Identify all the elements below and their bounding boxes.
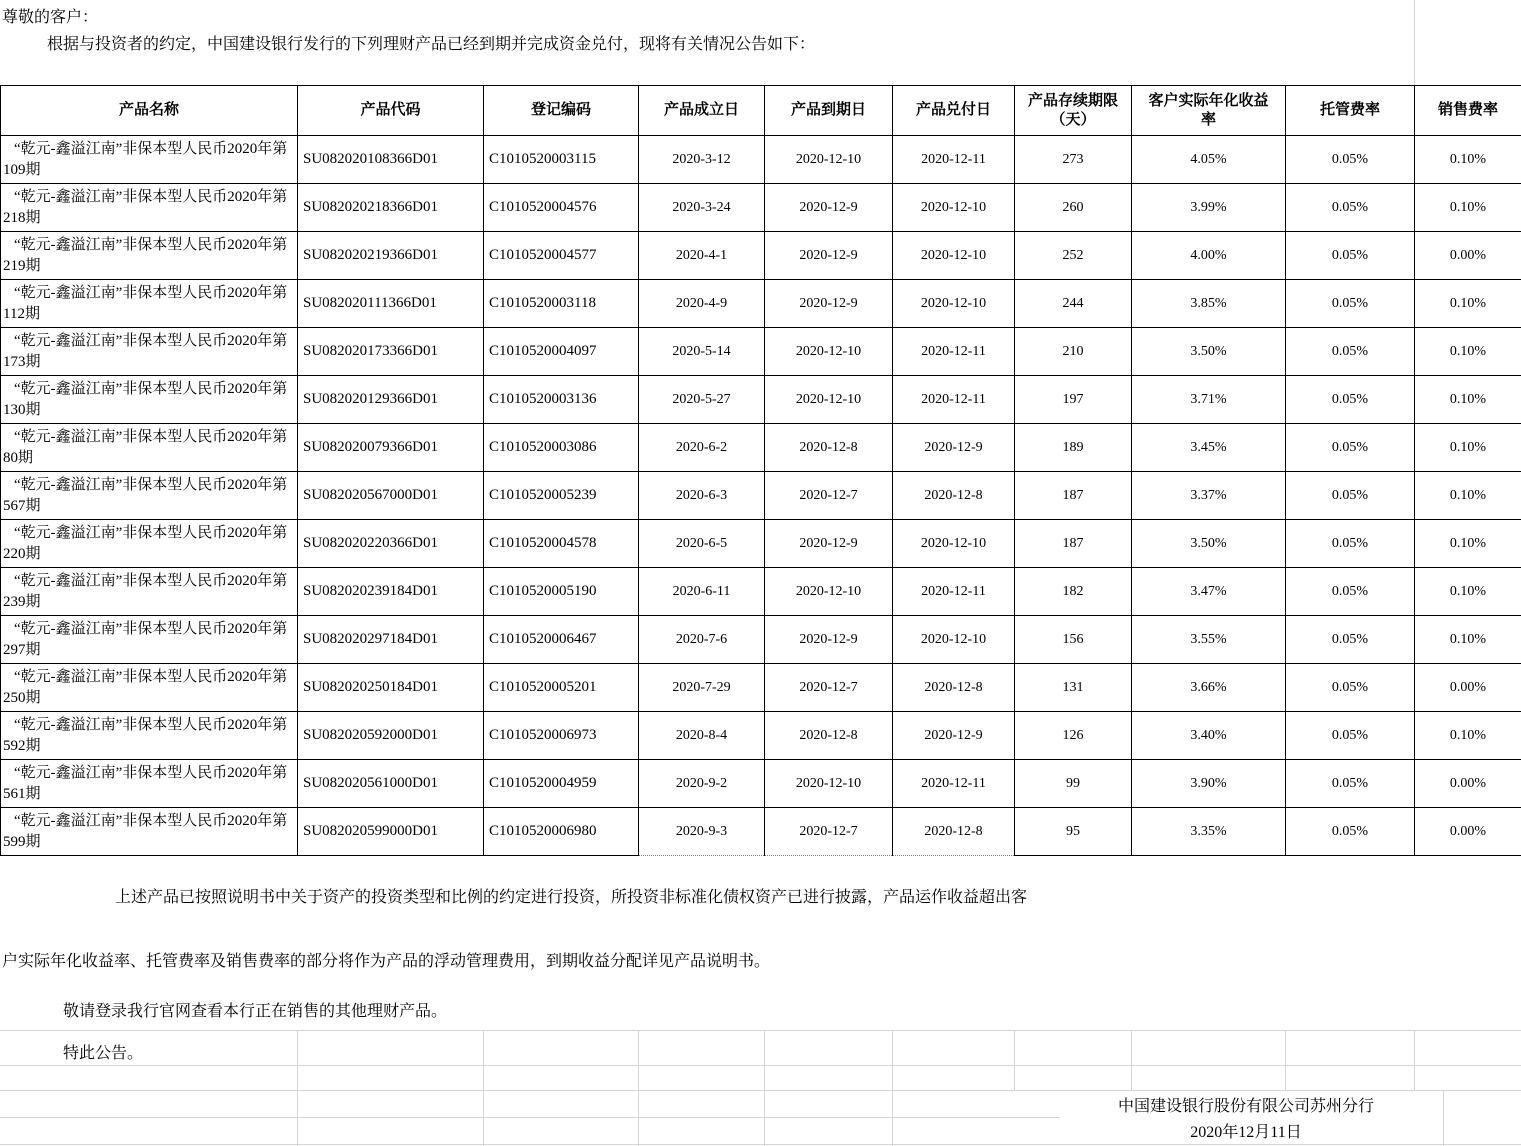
cell-payment-date: 2020-12-11 <box>893 760 1015 808</box>
header-sales-fee-rate: 销售费率 <box>1415 86 1521 136</box>
cell-actual-annualized-yield: 3.66% <box>1132 664 1286 712</box>
cell-registration-code: C1010520003086 <box>484 424 639 472</box>
cell-maturity-date: 2020-12-10 <box>765 760 893 808</box>
cell-registration-code: C1010520004578 <box>484 520 639 568</box>
cell-maturity-date: 2020-12-9 <box>765 232 893 280</box>
cell-sales-fee-rate: 0.10% <box>1415 616 1521 664</box>
cell-sales-fee-rate: 0.10% <box>1415 472 1521 520</box>
cell-duration-days: 244 <box>1015 280 1132 328</box>
cell-payment-date: 2020-12-8 <box>893 664 1015 712</box>
cell-registration-code: C1010520005239 <box>484 472 639 520</box>
cell-sales-fee-rate: 0.00% <box>1415 760 1521 808</box>
cell-value-date: 2020-9-3 <box>639 808 765 856</box>
cell-duration-days: 197 <box>1015 376 1132 424</box>
cell-product-code: SU082020218366D01 <box>298 184 484 232</box>
table-row <box>1 184 1521 232</box>
cell-custody-fee-rate: 0.05% <box>1286 520 1415 568</box>
header-value-date: 产品成立日 <box>639 86 765 136</box>
investment-note-line1: 上述产品已按照说明书中关于资产的投资类型和比例的约定进行投资，所投资非标准化债权资产已进行披露，产品运作收益超出客 <box>115 889 1028 906</box>
cell-value-date: 2020-3-24 <box>639 184 765 232</box>
cell-product-name: “乾元-鑫溢江南”非保本型人民币2020年第173期 <box>1 328 298 376</box>
cell-product-name: “乾元-鑫溢江南”非保本型人民币2020年第250期 <box>1 664 298 712</box>
cell-product-name: “乾元-鑫溢江南”非保本型人民币2020年第220期 <box>1 520 298 568</box>
cell-maturity-date: 2020-12-8 <box>765 712 893 760</box>
cell-actual-annualized-yield: 3.85% <box>1132 280 1286 328</box>
cell-actual-annualized-yield: 3.90% <box>1132 760 1286 808</box>
cell-product-code: SU082020239184D01 <box>298 568 484 616</box>
cell-value-date: 2020-3-12 <box>639 136 765 184</box>
cell-product-code: SU082020297184D01 <box>298 616 484 664</box>
cell-registration-code: C1010520006980 <box>484 808 639 856</box>
cell-duration-days: 187 <box>1015 520 1132 568</box>
table-header-row <box>1 86 1521 136</box>
cell-product-code: SU082020129366D01 <box>298 376 484 424</box>
grid-line-horizontal <box>0 1144 1521 1145</box>
cell-product-name: “乾元-鑫溢江南”非保本型人民币2020年第112期 <box>1 280 298 328</box>
table-row <box>1 472 1521 520</box>
header-registration-code: 登记编码 <box>484 86 639 136</box>
cell-maturity-date: 2020-12-9 <box>765 520 893 568</box>
table-row <box>1 520 1521 568</box>
cell-product-name: “乾元-鑫溢江南”非保本型人民币2020年第297期 <box>1 616 298 664</box>
cell-maturity-date: 2020-12-7 <box>765 808 893 856</box>
cell-maturity-date: 2020-12-9 <box>765 616 893 664</box>
investment-note-line2: 户实际年化收益率、托管费率及销售费率的部分将作为产品的浮动管理费用，到期收益分配详见产品说明书。 <box>2 953 771 970</box>
cell-payment-date: 2020-12-11 <box>893 328 1015 376</box>
cell-duration-days: 131 <box>1015 664 1132 712</box>
table-row <box>1 280 1521 328</box>
cell-registration-code: C1010520003115 <box>484 136 639 184</box>
cell-duration-days: 252 <box>1015 232 1132 280</box>
cell-value-date: 2020-7-29 <box>639 664 765 712</box>
cell-value-date: 2020-4-9 <box>639 280 765 328</box>
cell-product-code: SU082020599000D01 <box>298 808 484 856</box>
cell-duration-days: 260 <box>1015 184 1132 232</box>
cell-actual-annualized-yield: 3.99% <box>1132 184 1286 232</box>
products-table <box>0 85 1521 856</box>
cell-maturity-date: 2020-12-7 <box>765 472 893 520</box>
cell-payment-date: 2020-12-10 <box>893 520 1015 568</box>
cell-custody-fee-rate: 0.05% <box>1286 424 1415 472</box>
table-row <box>1 760 1521 808</box>
cell-custody-fee-rate: 0.05% <box>1286 616 1415 664</box>
table-row <box>1 808 1521 856</box>
cell-custody-fee-rate: 0.05% <box>1286 664 1415 712</box>
cell-duration-days: 210 <box>1015 328 1132 376</box>
cell-payment-date: 2020-12-9 <box>893 712 1015 760</box>
cell-sales-fee-rate: 0.10% <box>1415 136 1521 184</box>
cell-registration-code: C1010520003118 <box>484 280 639 328</box>
cell-maturity-date: 2020-12-8 <box>765 424 893 472</box>
cell-product-code: SU082020219366D01 <box>298 232 484 280</box>
header-custody-fee-rate: 托管费率 <box>1286 86 1415 136</box>
grid-line-vertical <box>1443 1090 1444 1146</box>
website-note: 敬请登录我行官网查看本行正在销售的其他理财产品。 <box>63 1003 448 1020</box>
cell-registration-code: C1010520004959 <box>484 760 639 808</box>
cell-product-code: SU082020250184D01 <box>298 664 484 712</box>
cell-sales-fee-rate: 0.10% <box>1415 712 1521 760</box>
cell-payment-date: 2020-12-9 <box>893 424 1015 472</box>
header-duration-days: 产品存续期限（天） <box>1015 86 1132 136</box>
cell-product-code: SU082020111366D01 <box>298 280 484 328</box>
grid-line-vertical <box>1131 1030 1132 1090</box>
grid-line-vertical <box>638 1030 639 1146</box>
cell-actual-annualized-yield: 3.71% <box>1132 376 1286 424</box>
intro-text: 根据与投资者的约定，中国建设银行发行的下列理财产品已经到期并完成资金兑付，现将有关情况公告如下： <box>47 36 816 53</box>
header-maturity-date: 产品到期日 <box>765 86 893 136</box>
cell-registration-code: C1010520003136 <box>484 376 639 424</box>
grid-line-horizontal <box>0 1030 1521 1031</box>
cell-product-name: “乾元-鑫溢江南”非保本型人民币2020年第80期 <box>1 424 298 472</box>
grid-line-vertical <box>1285 1030 1286 1090</box>
cell-actual-annualized-yield: 3.50% <box>1132 520 1286 568</box>
cell-payment-date: 2020-12-10 <box>893 280 1015 328</box>
cell-duration-days: 156 <box>1015 616 1132 664</box>
cell-duration-days: 99 <box>1015 760 1132 808</box>
cell-product-name: “乾元-鑫溢江南”非保本型人民币2020年第219期 <box>1 232 298 280</box>
cell-duration-days: 182 <box>1015 568 1132 616</box>
cell-value-date: 2020-5-27 <box>639 376 765 424</box>
cell-registration-code: C1010520004576 <box>484 184 639 232</box>
cell-custody-fee-rate: 0.05% <box>1286 808 1415 856</box>
grid-line-vertical <box>764 1030 765 1146</box>
cell-custody-fee-rate: 0.05% <box>1286 472 1415 520</box>
cell-payment-date: 2020-12-10 <box>893 616 1015 664</box>
cell-maturity-date: 2020-12-9 <box>765 184 893 232</box>
salutation-text: 尊敬的客户： <box>2 9 99 26</box>
table-row <box>1 616 1521 664</box>
cell-product-name: “乾元-鑫溢江南”非保本型人民币2020年第567期 <box>1 472 298 520</box>
cell-product-name: “乾元-鑫溢江南”非保本型人民币2020年第239期 <box>1 568 298 616</box>
cell-actual-annualized-yield: 3.35% <box>1132 808 1286 856</box>
cell-actual-annualized-yield: 3.37% <box>1132 472 1286 520</box>
cell-registration-code: C1010520005201 <box>484 664 639 712</box>
cell-sales-fee-rate: 0.10% <box>1415 424 1521 472</box>
cell-value-date: 2020-9-2 <box>639 760 765 808</box>
table-row <box>1 376 1521 424</box>
cell-maturity-date: 2020-12-7 <box>765 664 893 712</box>
cell-custody-fee-rate: 0.05% <box>1286 136 1415 184</box>
grid-line-horizontal <box>0 1090 1521 1091</box>
issuer-signature: 中国建设银行股份有限公司苏州分行 <box>1117 1098 1374 1115</box>
cell-product-name: “乾元-鑫溢江南”非保本型人民币2020年第109期 <box>1 136 298 184</box>
announcement-date: 2020年12月11日 <box>1190 1124 1302 1141</box>
grid-line-horizontal <box>0 1117 1060 1118</box>
cell-product-name: “乾元-鑫溢江南”非保本型人民币2020年第561期 <box>1 760 298 808</box>
cell-actual-annualized-yield: 3.50% <box>1132 328 1286 376</box>
cell-registration-code: C1010520006467 <box>484 616 639 664</box>
header-actual-annualized-yield: 客户实际年化收益率 <box>1132 86 1286 136</box>
cell-sales-fee-rate: 0.10% <box>1415 520 1521 568</box>
cell-registration-code: C1010520006973 <box>484 712 639 760</box>
cell-sales-fee-rate: 0.10% <box>1415 280 1521 328</box>
cell-product-code: SU082020561000D01 <box>298 760 484 808</box>
cell-custody-fee-rate: 0.05% <box>1286 328 1415 376</box>
cell-actual-annualized-yield: 3.45% <box>1132 424 1286 472</box>
cell-sales-fee-rate: 0.00% <box>1415 664 1521 712</box>
grid-line-vertical <box>483 1030 484 1146</box>
header-product-name: 产品名称 <box>1 86 298 136</box>
cell-value-date: 2020-6-2 <box>639 424 765 472</box>
cell-maturity-date: 2020-12-9 <box>765 280 893 328</box>
cell-custody-fee-rate: 0.05% <box>1286 232 1415 280</box>
cell-maturity-date: 2020-12-10 <box>765 376 893 424</box>
cell-sales-fee-rate: 0.10% <box>1415 568 1521 616</box>
grid-line-vertical <box>1414 0 1415 85</box>
cell-payment-date: 2020-12-10 <box>893 184 1015 232</box>
cell-duration-days: 187 <box>1015 472 1132 520</box>
cell-custody-fee-rate: 0.05% <box>1286 760 1415 808</box>
cell-actual-annualized-yield: 4.05% <box>1132 136 1286 184</box>
table-row <box>1 568 1521 616</box>
cell-payment-date: 2020-12-10 <box>893 232 1015 280</box>
cell-actual-annualized-yield: 4.00% <box>1132 232 1286 280</box>
cell-sales-fee-rate: 0.00% <box>1415 232 1521 280</box>
table-row <box>1 712 1521 760</box>
cell-custody-fee-rate: 0.05% <box>1286 376 1415 424</box>
cell-duration-days: 95 <box>1015 808 1132 856</box>
table-row <box>1 664 1521 712</box>
cell-value-date: 2020-5-14 <box>639 328 765 376</box>
cell-product-code: SU082020108366D01 <box>298 136 484 184</box>
cell-maturity-date: 2020-12-10 <box>765 136 893 184</box>
cell-sales-fee-rate: 0.10% <box>1415 376 1521 424</box>
cell-value-date: 2020-6-11 <box>639 568 765 616</box>
cell-sales-fee-rate: 0.10% <box>1415 328 1521 376</box>
cell-payment-date: 2020-12-11 <box>893 376 1015 424</box>
announcement-note: 特此公告。 <box>63 1045 144 1062</box>
cell-sales-fee-rate: 0.00% <box>1415 808 1521 856</box>
cell-product-code: SU082020079366D01 <box>298 424 484 472</box>
cell-product-code: SU082020567000D01 <box>298 472 484 520</box>
cell-registration-code: C1010520005190 <box>484 568 639 616</box>
grid-line-vertical <box>297 1030 298 1146</box>
grid-line-vertical <box>1014 1030 1015 1090</box>
cell-product-name: “乾元-鑫溢江南”非保本型人民币2020年第599期 <box>1 808 298 856</box>
table-body <box>1 136 1521 856</box>
grid-line-vertical <box>1414 1030 1415 1090</box>
cell-duration-days: 189 <box>1015 424 1132 472</box>
cell-value-date: 2020-6-5 <box>639 520 765 568</box>
cell-product-name: “乾元-鑫溢江南”非保本型人民币2020年第130期 <box>1 376 298 424</box>
cell-duration-days: 126 <box>1015 712 1132 760</box>
cell-product-code: SU082020592000D01 <box>298 712 484 760</box>
cell-maturity-date: 2020-12-10 <box>765 568 893 616</box>
table-row <box>1 232 1521 280</box>
header-product-code: 产品代码 <box>298 86 484 136</box>
cell-custody-fee-rate: 0.05% <box>1286 712 1415 760</box>
table-row <box>1 136 1521 184</box>
cell-product-name: “乾元-鑫溢江南”非保本型人民币2020年第592期 <box>1 712 298 760</box>
cell-maturity-date: 2020-12-10 <box>765 328 893 376</box>
grid-line-vertical <box>892 1030 893 1146</box>
cell-payment-date: 2020-12-8 <box>893 808 1015 856</box>
cell-custody-fee-rate: 0.05% <box>1286 184 1415 232</box>
cell-custody-fee-rate: 0.05% <box>1286 568 1415 616</box>
cell-payment-date: 2020-12-11 <box>893 136 1015 184</box>
grid-line-horizontal <box>0 1065 1521 1066</box>
header-payment-date: 产品兑付日 <box>893 86 1015 136</box>
cell-actual-annualized-yield: 3.47% <box>1132 568 1286 616</box>
table-row <box>1 424 1521 472</box>
cell-product-name: “乾元-鑫溢江南”非保本型人民币2020年第218期 <box>1 184 298 232</box>
cell-sales-fee-rate: 0.10% <box>1415 184 1521 232</box>
cell-custody-fee-rate: 0.05% <box>1286 280 1415 328</box>
cell-product-code: SU082020220366D01 <box>298 520 484 568</box>
cell-registration-code: C1010520004097 <box>484 328 639 376</box>
cell-value-date: 2020-6-3 <box>639 472 765 520</box>
cell-duration-days: 273 <box>1015 136 1132 184</box>
cell-registration-code: C1010520004577 <box>484 232 639 280</box>
cell-actual-annualized-yield: 3.55% <box>1132 616 1286 664</box>
cell-value-date: 2020-4-1 <box>639 232 765 280</box>
cell-payment-date: 2020-12-8 <box>893 472 1015 520</box>
cell-product-code: SU082020173366D01 <box>298 328 484 376</box>
cell-value-date: 2020-8-4 <box>639 712 765 760</box>
cell-actual-annualized-yield: 3.40% <box>1132 712 1286 760</box>
cell-payment-date: 2020-12-11 <box>893 568 1015 616</box>
table-row <box>1 328 1521 376</box>
signature-block <box>1080 1094 1412 1146</box>
cell-value-date: 2020-7-6 <box>639 616 765 664</box>
